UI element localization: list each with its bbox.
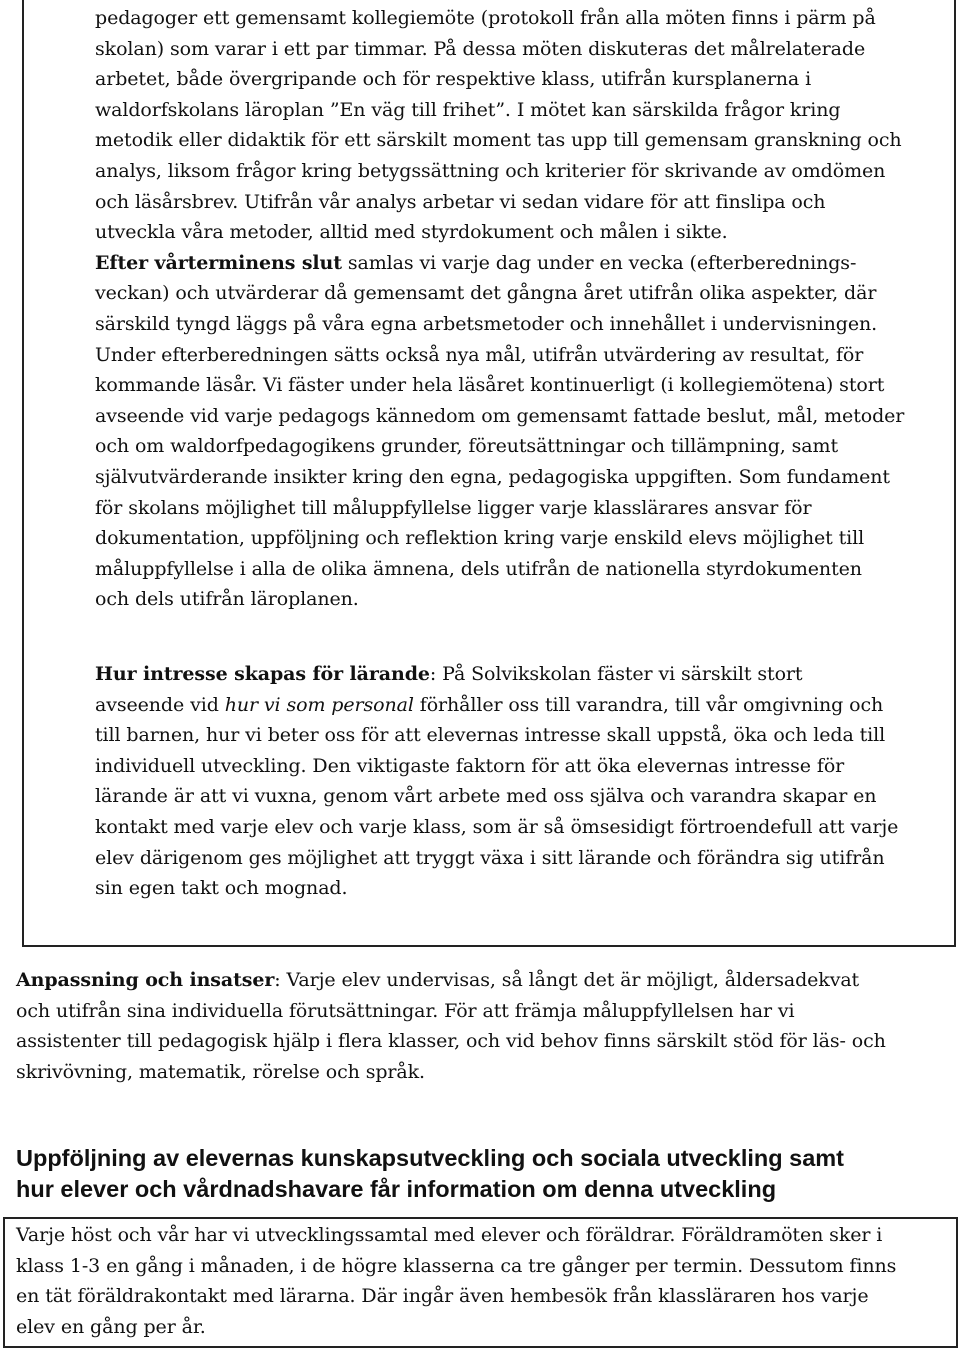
text-line: pedagoger ett gemensamt kollegiemöte (protokoll från alla möten finns i pärm på (95, 7, 876, 29)
text-line: elev en gång per år. (16, 1315, 206, 1338)
text-line: en tät föräldrakontakt med lärarna. Där ingår även hembesök från klassläraren hos varje (16, 1285, 869, 1308)
text-run: : På Solvikskolan fäster vi särskilt stort (429, 663, 803, 685)
text-run: samlas vi varje dag under en vecka (efterberednings- (341, 251, 857, 274)
text-line: elev därigenom ges möjlighet att tryggt växa i sitt lärande och förändra sig utifrån (95, 846, 885, 869)
text-line: måluppfyllelse i alla de olika ämnena, dels utifrån de nationella styrdokumenten (95, 557, 862, 580)
bold-lead-in: Efter vårterminens slut (95, 251, 342, 274)
text-line: Under efterberedningen sätts också nya mål, utifrån utvärdering av resultat, för (95, 343, 864, 366)
text-line: till barnen, hur vi beter oss för att elevernas intresse skall uppstå, öka och leda till (95, 724, 886, 747)
text-line: och dels utifrån läroplanen. (95, 588, 359, 611)
followup-paragraph (16, 1220, 946, 1342)
text-line (95, 690, 935, 721)
italic-emphasis: hur vi som personal (224, 693, 414, 716)
text-line (95, 248, 950, 279)
text-line: kontakt med varje elev och varje klass, som är så ömsesidigt förtroendefull att varje (95, 815, 899, 838)
section-heading (16, 1143, 951, 1205)
text-line: skolan) som varar i ett par timmar. På dessa möten diskuteras det målrelaterade (95, 37, 866, 60)
text-line: analys, liksom frågor kring betygssättning och kriterier för skrivande av omdömen (95, 159, 886, 182)
heading-line: hur elever och vårdnadshavare får information om denna utveckling (16, 1176, 777, 1202)
text-line: sin egen takt och mognad. (95, 877, 348, 900)
text-line: metodik eller didaktik för ett särskilt moment tas upp till gemensam granskning och (95, 129, 902, 152)
text-line: dokumentation, uppföljning och reflektion kring varje enskild elevs möjlighet till (95, 527, 865, 550)
evaluation-paragraph (95, 3, 950, 615)
text-line: särskild tyngd läggs på våra egna arbetsmetoder och innehållet i undervisningen. (95, 312, 878, 335)
text-line: avseende vid varje pedagogs kännedom om gemensamt fattade beslut, mål, metoder (95, 404, 905, 427)
text-line (95, 659, 935, 690)
bold-lead-in: Anpassning och insatser (16, 969, 275, 991)
text-line: utveckla våra metoder, alltid med styrdokument och målen i sikte. (95, 221, 728, 244)
text-line: skrivövning, matematik, rörelse och språk. (16, 1060, 425, 1083)
bold-lead-in: Hur intresse skapas för lärande (95, 663, 430, 685)
text-line: veckan) och utvärderar då gemensamt det gångna året utifrån olika aspekter, där (95, 282, 877, 305)
text-line: Varje höst och vår har vi utvecklingssamtal med elever och föräldrar. Föräldramöten sker i (16, 1224, 883, 1246)
text-line: arbetet, både övergripande och för respektive klass, utifrån kursplanerna i (95, 68, 812, 91)
text-line: assistenter till pedagogisk hjälp i flera klasser, och vid behov finns särskilt stöd för läs- och (16, 1030, 886, 1053)
heading-line: Uppföljning av elevernas kunskapsutveckling och sociala utveckling samt (16, 1145, 844, 1171)
text-line: och utifrån sina individuella förutsättningar. För att främja måluppfyllelsen har vi (16, 999, 795, 1022)
text-line: lärande är att vi vuxna, genom vårt arbete med oss själva och varandra skapar en (95, 785, 877, 808)
text-line: för skolans möjlighet till måluppfyllelse ligger varje klasslärares ansvar för (95, 496, 812, 519)
text-line: och om waldorfpedagogikens grunder, föreutsättningar och tillämpning, samt (95, 435, 838, 458)
interest-paragraph (95, 659, 935, 904)
text-line: waldorfskolans läroplan ”En väg till frihet”. I mötet kan särskilda frågor kring (95, 98, 841, 121)
text-line: klass 1-3 en gång i månaden, i de högre klasserna ca tre gånger per termin. Dessutom finns (16, 1254, 897, 1277)
text-line: kommande läsår. Vi fäster under hela läsåret kontinuerligt (i kollegiemötena) stort (95, 374, 885, 397)
text-line: individuell utveckling. Den viktigaste faktorn för att öka elevernas intresse för (95, 754, 845, 777)
text-run: avseende vid (95, 693, 225, 716)
text-line: självutvärderande insikter kring den egna, pedagogiska uppgiften. Som fundament (95, 465, 890, 488)
text-line (16, 965, 951, 996)
adaptation-paragraph (16, 965, 951, 1087)
text-line: och läsårsbrev. Utifrån vår analys arbetar vi sedan vidare för att finslipa och (95, 190, 826, 213)
text-run: förhåller oss till varandra, till vår omgivning och (413, 693, 884, 716)
text-run: : Varje elev undervisas, så långt det är möjligt, åldersadekvat (274, 969, 860, 991)
